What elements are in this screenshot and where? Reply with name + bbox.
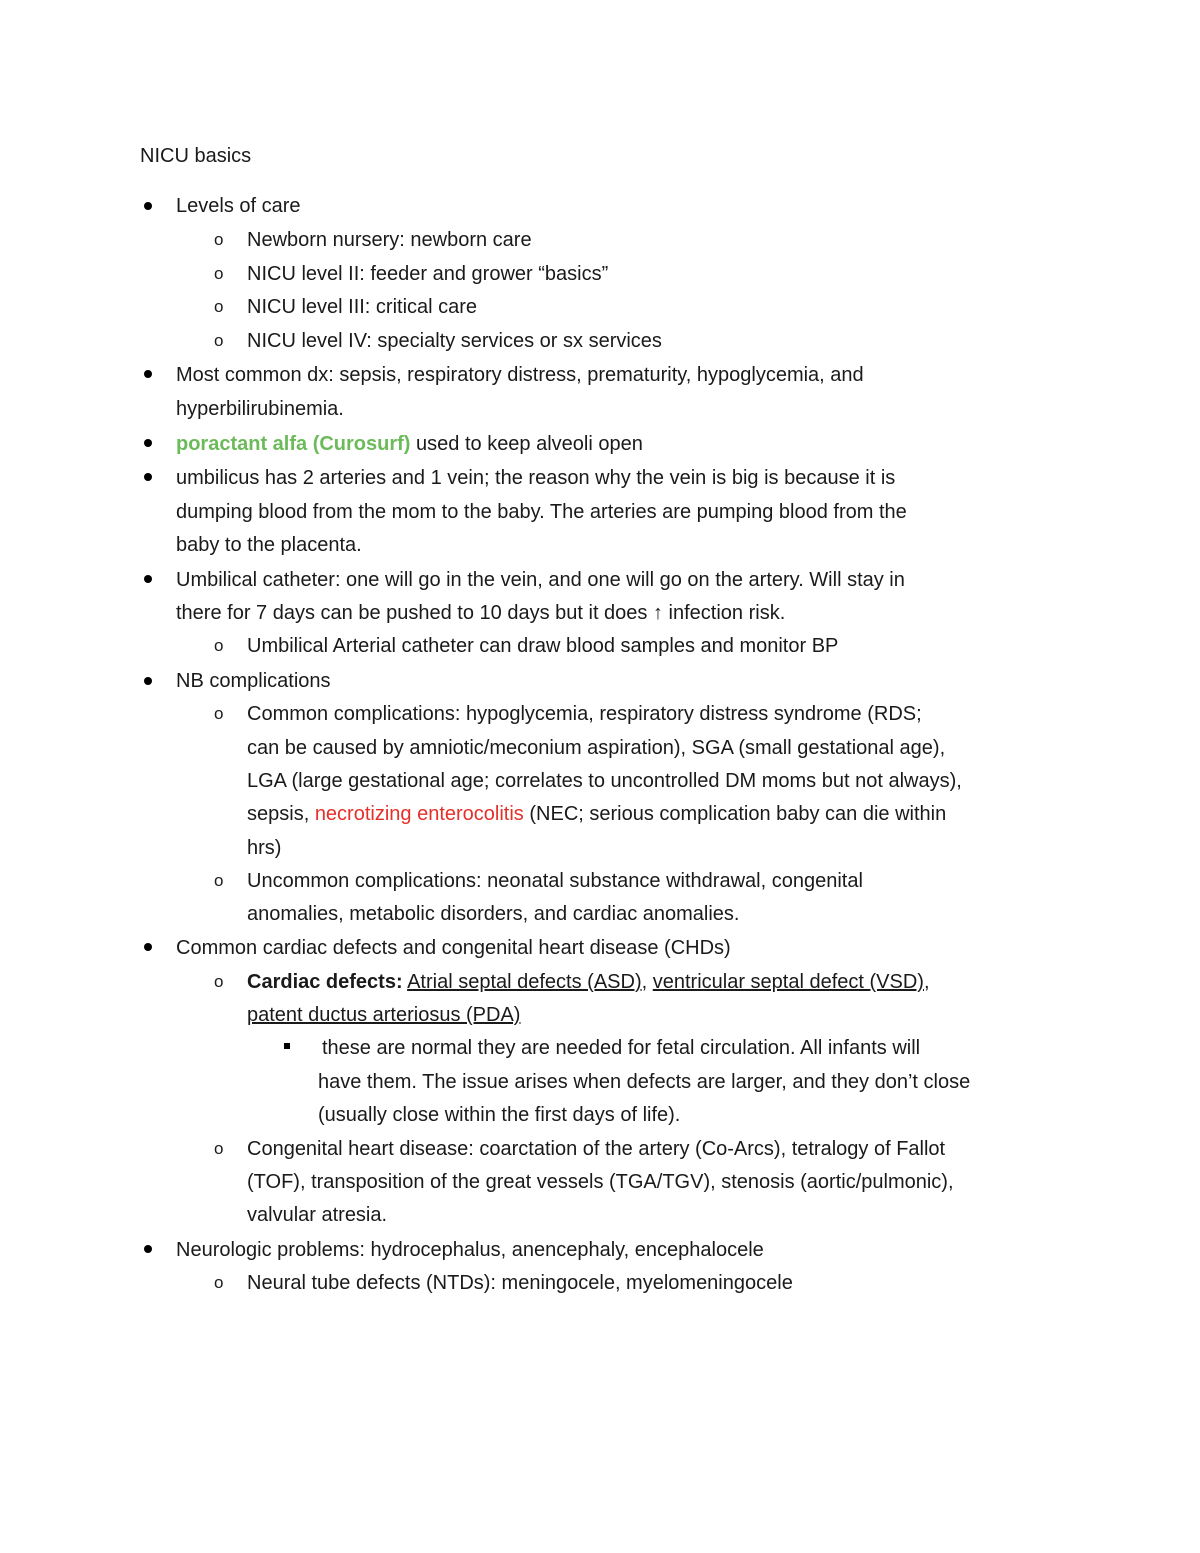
asd-term: Atrial septal defects (ASD) [407, 971, 642, 993]
sub-list-item: hrs) [247, 837, 282, 859]
list-item-text: Umbilical catheter: one will go in the vein, and one will go on the artery. Will stay in [176, 569, 905, 591]
sub-bullet-circle-icon: o [214, 636, 224, 655]
sub-list-item [247, 969, 930, 995]
list-item-text: hyperbilirubinemia. [176, 398, 344, 420]
sub-list-item: (TOF), transposition of the great vessels (TGA/TGV), stenosis (aortic/pulmonic), [247, 1171, 954, 1193]
list-item-heading: Common cardiac defects and congenital heart disease (CHDs) [176, 937, 731, 959]
list-item-text: dumping blood from the mom to the baby. The arteries are pumping blood from the [176, 501, 907, 523]
page-title: NICU basics [140, 145, 252, 167]
sub-list-item [247, 1002, 520, 1028]
sub-sub-list-item: these are normal they are needed for fetal circulation. All infants will [322, 1037, 921, 1059]
drug-description: used to keep alveoli open [410, 433, 643, 455]
bullet-dot-icon [144, 202, 152, 210]
list-item-text: Most common dx: sepsis, respiratory distress, prematurity, hypoglycemia, and [176, 364, 864, 386]
sub-bullet-circle-icon: o [214, 704, 224, 723]
list-item-text [176, 431, 643, 457]
drug-name-highlight: poractant alfa (Curosurf) [176, 433, 411, 455]
nec-highlight: necrotizing enterocolitis [314, 803, 524, 825]
sub-bullet-circle-icon: o [214, 1273, 224, 1292]
sub-list-item: Neural tube defects (NTDs): meningocele, myelomeningocele [247, 1272, 793, 1294]
sub-list-item [247, 801, 946, 827]
sub-list-item: Newborn nursery: newborn care [247, 229, 532, 251]
sub-list-item: Congenital heart disease: coarctation of the artery (Co-Arcs), tetralogy of Fallot [247, 1138, 946, 1160]
sub-list-item: LGA (large gestational age; correlates to uncontrolled DM moms but not always), [247, 770, 962, 792]
bullet-dot-icon [144, 1245, 152, 1253]
sub-bullet-circle-icon: o [214, 972, 224, 991]
bullet-dot-icon [144, 473, 152, 481]
sub-list-item: Common complications: hypoglycemia, respiratory distress syndrome (RDS; [247, 703, 922, 725]
bullet-dot-icon [144, 943, 152, 951]
bullet-dot-icon [144, 575, 152, 583]
sub-sub-list-item: (usually close within the first days of life). [318, 1104, 681, 1126]
list-item-text: umbilicus has 2 arteries and 1 vein; the reason why the vein is big is because it is [176, 467, 896, 489]
list-item-text: there for 7 days can be pushed to 10 days but it does ↑ infection risk. [176, 602, 786, 624]
defects-label: Cardiac defects: [247, 971, 403, 993]
sub-bullet-circle-icon: o [214, 297, 224, 316]
list-item-heading: NB complications [176, 670, 331, 692]
sub-list-item: NICU level II: feeder and grower “basics” [247, 263, 609, 285]
sub-bullet-circle-icon: o [214, 871, 224, 890]
sub-bullet-circle-icon: o [214, 264, 224, 283]
sub-list-item: Uncommon complications: neonatal substance withdrawal, congenital [247, 870, 863, 892]
sub-list-item: valvular atresia. [247, 1204, 388, 1226]
pda-term: patent ductus arteriosus (PDA) [247, 1004, 521, 1026]
list-item-heading: Levels of care [176, 195, 301, 217]
sub-list-item: NICU level IV: specialty services or sx services [247, 330, 662, 352]
bullet-dot-icon [144, 370, 152, 378]
text-run: , [641, 971, 653, 993]
sub-sub-list-item: have them. The issue arises when defects are larger, and they don’t close [318, 1071, 971, 1093]
vsd-term: ventricular septal defect (VSD), [652, 971, 930, 993]
list-item-text: baby to the placenta. [176, 534, 362, 556]
bullet-dot-icon [144, 439, 152, 447]
text-run: sepsis, [247, 803, 315, 825]
sub-bullet-circle-icon: o [214, 331, 224, 350]
sub-list-item: Umbilical Arterial catheter can draw blood samples and monitor BP [247, 635, 839, 657]
sub-bullet-circle-icon: o [214, 230, 224, 249]
sub-list-item: can be caused by amniotic/meconium aspiration), SGA (small gestational age), [247, 737, 946, 759]
list-item-heading: Neurologic problems: hydrocephalus, anencephaly, encephalocele [176, 1239, 764, 1261]
sub-bullet-circle-icon: o [214, 1139, 224, 1158]
square-bullet-icon [284, 1043, 290, 1049]
sub-list-item: anomalies, metabolic disorders, and cardiac anomalies. [247, 903, 740, 925]
text-run: (NEC; serious complication baby can die within [523, 803, 947, 825]
sub-list-item: NICU level III: critical care [247, 296, 478, 318]
bullet-dot-icon [144, 677, 152, 685]
